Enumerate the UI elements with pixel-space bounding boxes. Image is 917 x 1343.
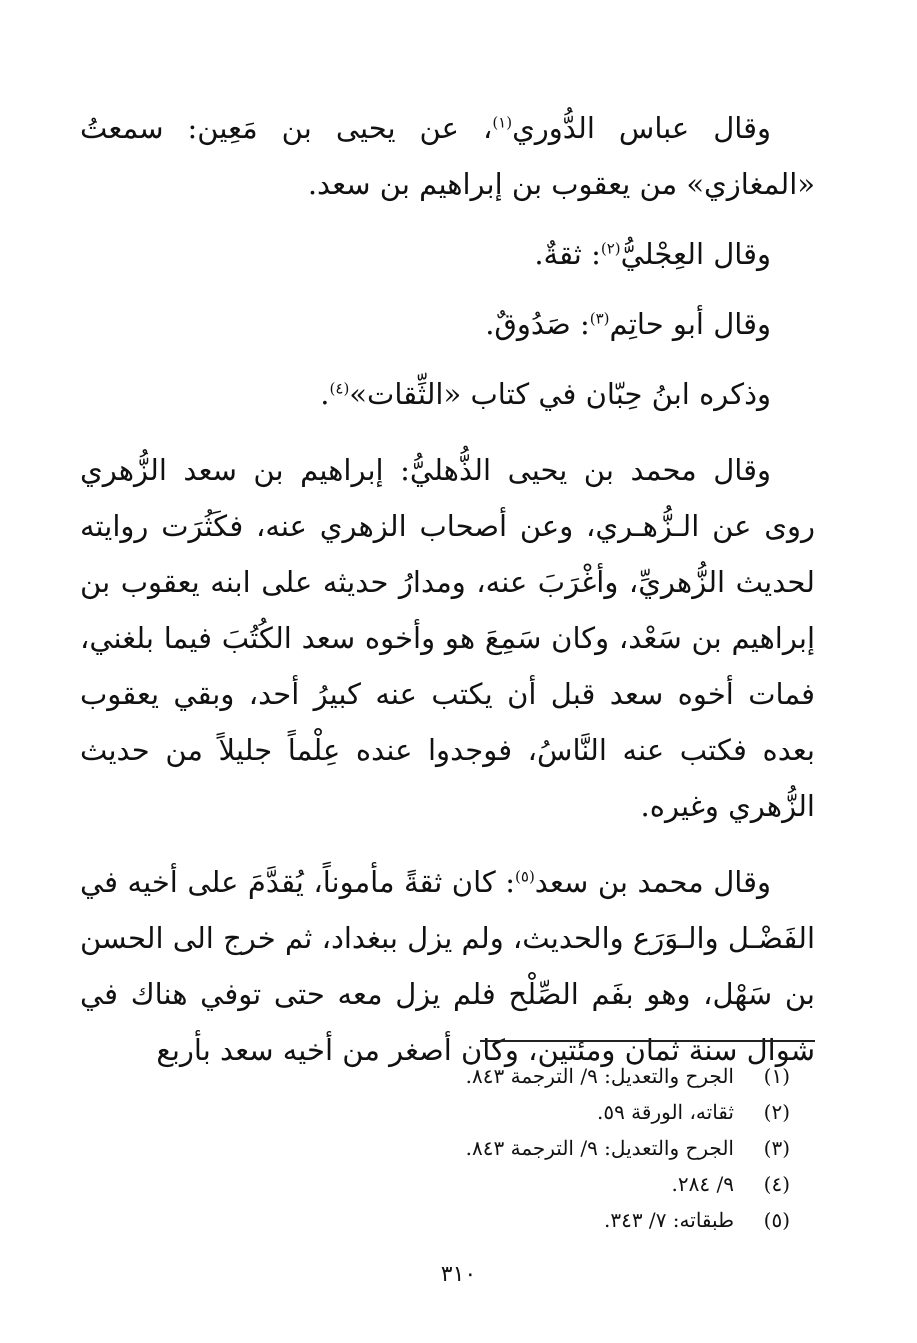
paragraph-1-text-a: وقال عباس الدُّوري — [512, 111, 772, 145]
paragraph-2-text-a: وقال العِجْليُّ — [620, 237, 771, 271]
paragraph-4-text-b: . — [320, 377, 330, 411]
paragraph-6-text-b: : كان ثقةً مأموناً، يُقدَّمَ على أخيه في الفَضْـل والـوَرَع والحديث، ولم يزل ببغداد، ثم خرج الى الحسن بن سَهْل، وهو بفَم الصِّلْح فلم يزل معه حتى توفي هناك في شوال سنة ثمان ومئتين، وكان أصغر من أخيه سعد بأربع — [80, 865, 815, 1067]
paragraph-6-text-a: وقال محمد بن سعد — [534, 865, 771, 899]
footnote-item — [300, 1058, 790, 1094]
paragraph-5: وقال محمد بن يحيى الذُّهليُّ: إبراهيم بن سعد الزُّهري روى عن الـزُّهـري، وعن أصحاب الزهري عنه، فكَثُرَت روايته لحديث الزُّهريِّ، وأغْرَبَ عنه، ومدارُ حديثه على ابنه يعقوب بن إبراهيم بن سَعْد، وكان سَمِعَ هو وأخوه سعد الكُتُبَ فيما بلغني، فمات أخوه سعد قبل أن يكتب عنه كبيرُ أحد، وبقي يعقوب بعده فكتب عنه النَّاسُ، فوجدوا عنده عِلْماً جليلاً من حديث الزُّهري وغيره. — [80, 453, 815, 823]
paragraph-4-text-a: وذكره ابنُ حِبّان في كتاب «الثِّقات» — [349, 377, 771, 411]
paragraph-2 — [80, 226, 815, 282]
paragraph-1 — [80, 100, 815, 212]
footnote-ref-1: (١) — [492, 113, 513, 132]
paragraph-2-text-b: : ثقةٌ. — [534, 237, 601, 271]
footnote-number: (٢) — [763, 1100, 790, 1124]
paragraph-3 — [80, 296, 815, 352]
paragraph-4 — [80, 366, 815, 422]
footnote-item — [300, 1094, 790, 1130]
footnote-number: (٥) — [763, 1208, 790, 1232]
footnote-item — [300, 1202, 790, 1238]
footnote-number: (٤) — [763, 1172, 790, 1196]
footnote-text: الجرح والتعديل: ٩/ الترجمة ٨٤٣. — [465, 1136, 734, 1160]
footnote-item — [300, 1166, 790, 1202]
footnote-ref-3: (٣) — [589, 309, 610, 328]
footnote-text: الجرح والتعديل: ٩/ الترجمة ٨٤٣. — [465, 1064, 734, 1088]
page-number: ٣١٠ — [440, 1262, 477, 1287]
footnote-ref-2: (٢) — [600, 239, 621, 258]
footnote-number: (١) — [763, 1064, 790, 1088]
paragraph-3-text-b: : صَدُوقٌ. — [485, 307, 590, 341]
footnote-number: (٣) — [763, 1136, 790, 1160]
footnote-item — [300, 1130, 790, 1166]
footnote-text: ٩/ ٢٨٤. — [671, 1172, 734, 1196]
paragraph-3-text-a: وقال أبو حاتِم — [609, 307, 771, 341]
footnote-ref-4: (٤) — [329, 379, 350, 398]
paragraph-1-text-b: ، عن يحيى بن مَعِين: سمعتُ «المغازي» من يعقوب بن إبراهيم بن سعد. — [80, 111, 815, 201]
footnote-ref-5: (٥) — [515, 867, 535, 886]
footnote-text: طبقاته: ٧/ ٣٤٣. — [603, 1208, 734, 1232]
footnote-text: ثقاته، الورقة ٥٩. — [596, 1100, 734, 1124]
paragraph-6 — [80, 854, 815, 1078]
footnote-divider — [480, 1040, 815, 1042]
main-text — [80, 100, 815, 1092]
footnotes — [300, 1058, 790, 1238]
